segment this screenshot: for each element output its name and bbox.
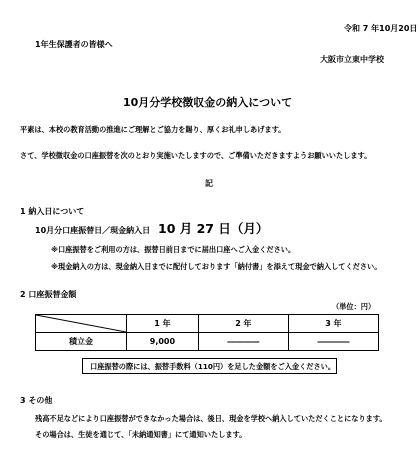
column-header-grade3: 3 年	[288, 315, 378, 333]
other-line-1: 残高不足などにより口座振替ができなかった場合は、後日、現金を学校へ納入していただくことになります。	[35, 414, 387, 423]
sender-school: 大阪市立東中学校	[320, 55, 384, 64]
document-title: 10月分学校徴収金の納入について	[123, 96, 293, 109]
diagonal-corner-cell	[36, 315, 127, 333]
note-cash-payment: ※現金納入の方は、現金納入日までに配付しております「納付書」を添えて現金で納入してください。	[51, 262, 382, 271]
section2-heading: 2 口座振替金額	[20, 290, 77, 299]
transfer-fee-note-box	[82, 358, 337, 374]
unit-label: （単位：円）	[332, 302, 376, 311]
note-bank-transfer: ※口座振替をご利用の方は、振替日前日までに届出口座へご入金ください。	[51, 245, 296, 254]
table-header-row	[36, 315, 379, 333]
section3-heading: 3 その他	[20, 396, 53, 405]
column-header-grade1: 1 年	[127, 315, 199, 333]
amount-grade2: ――――	[198, 333, 288, 351]
amount-grade1: 9,000	[127, 333, 199, 351]
greeting-line-2: さて、学校徴収金の口座振替を次のとおり実施いたしますので、ご準備いただきますようお願いいたします。	[20, 151, 372, 160]
row-label-savings: 積立金	[36, 333, 127, 351]
transfer-amount-table	[35, 314, 379, 351]
other-line-2: その場合は、生徒を通じて、「未納通知書」にて通知いたします。	[35, 430, 247, 439]
ki-heading: 記	[205, 179, 213, 188]
issue-date: 令和 7 年10月20日	[344, 24, 418, 33]
payment-date-label: 10月分口座振替日／現金納入日	[35, 226, 151, 235]
amount-grade3: ――――	[288, 333, 378, 351]
table-row	[36, 333, 379, 351]
payment-date: 10 月 27 日（月）	[158, 221, 269, 236]
column-header-grade2: 2 年	[198, 315, 288, 333]
recipient: 1年生保護者の皆様へ	[35, 40, 113, 49]
diagonal-line	[36, 315, 126, 332]
greeting-line-1: 平素は、本校の教育活動の推進にご理解とご協力を賜り、厚くお礼申しあげます。	[20, 125, 286, 134]
section1-heading: 1 納入日について	[20, 207, 85, 216]
transfer-fee-note: 口座振替の際には、振替手数料（110円）を足した金額をご入金ください。	[90, 362, 336, 371]
